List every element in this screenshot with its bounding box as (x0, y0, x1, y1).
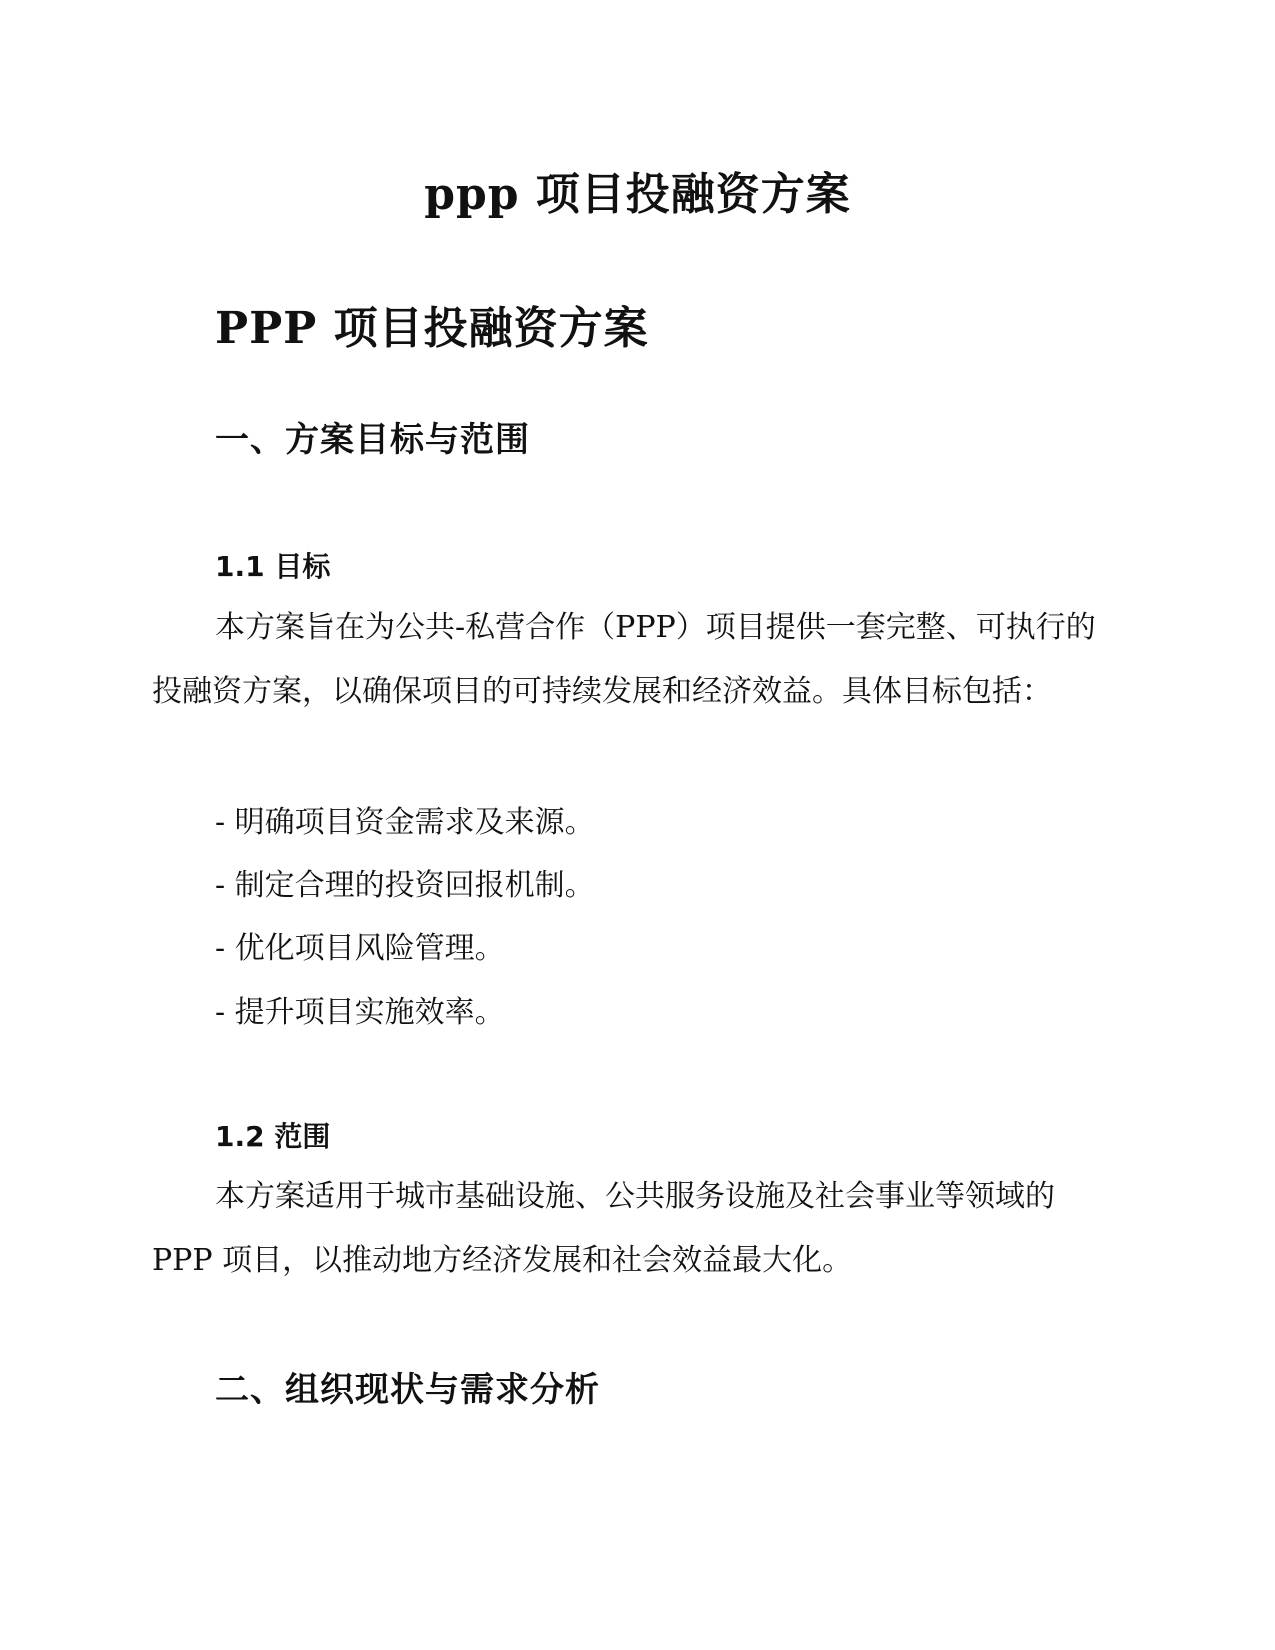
paragraph-scope: 本方案适用于城市基础设施、公共服务设施及社会事业等领域的 PPP 项目，以推动地方经济发展和社会效益最大化。 (152, 1179, 1055, 1278)
bullet-item: - 优化项目风险管理。 (215, 931, 505, 966)
bullet-item: - 制定合理的投资回报机制。 (215, 868, 595, 903)
subsection-heading-1-1: 1.1 目标 (215, 550, 331, 583)
bullet-item: - 明确项目资金需求及来源。 (215, 805, 595, 840)
section-heading-2: 二、组织现状与需求分析 (215, 1370, 600, 1410)
paragraph-goal: 本方案旨在为公共-私营合作（PPP）项目提供一套完整、可执行的投融资方案，以确保项目的可持续发展和经济效益。具体目标包括： (152, 610, 1096, 709)
document-title: ppp 项目投融资方案 (424, 169, 851, 220)
subsection-heading-1-2: 1.2 范围 (215, 1120, 331, 1153)
section-heading-1: 一、方案目标与范围 (215, 420, 530, 460)
main-title: PPP 项目投融资方案 (215, 303, 649, 354)
bullet-item: - 提升项目实施效率。 (215, 995, 505, 1030)
